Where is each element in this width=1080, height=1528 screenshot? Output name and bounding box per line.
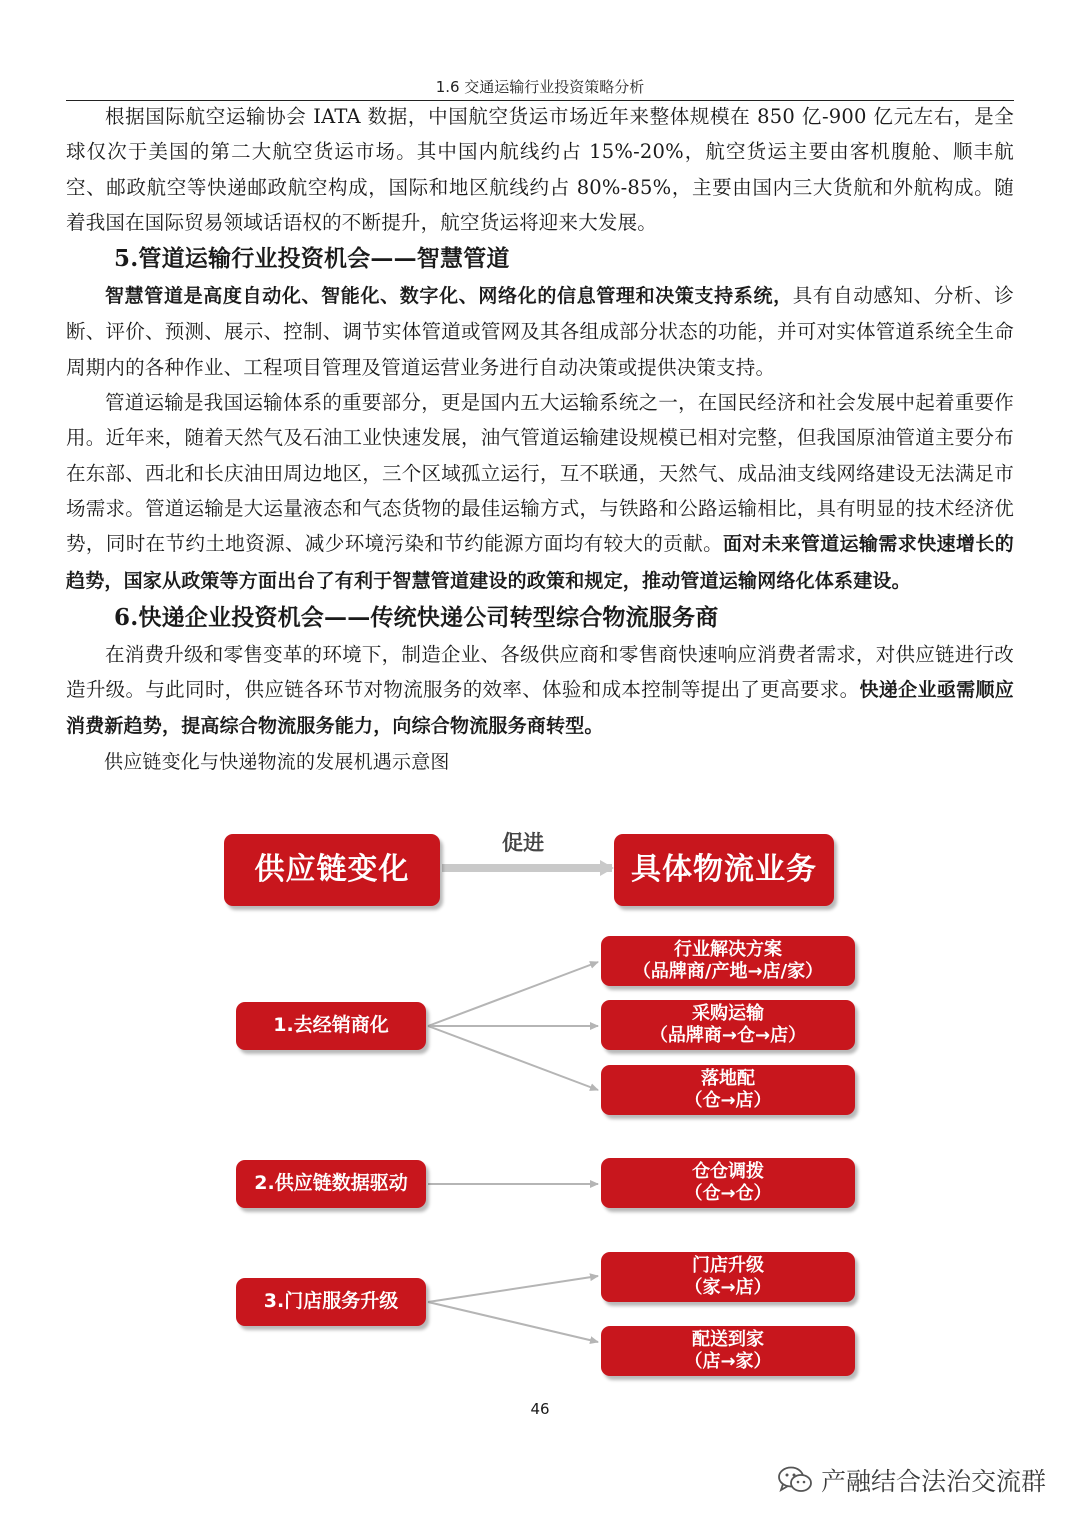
logistics-business-box — [614, 834, 834, 906]
page-header: 1.6 交通运输行业投资策略分析 — [435, 78, 645, 96]
industry-solution-box — [601, 936, 855, 986]
section-heading-6: 6.快递企业投资机会——传统快递公司转型综合物流服务商 — [114, 603, 719, 631]
document-body — [66, 99, 1014, 779]
de-distribution-box — [236, 1002, 426, 1050]
box-label-line1: 仓仓调拨 — [692, 1161, 764, 1183]
box-label-line2: （品牌商→仓→店） — [649, 1025, 807, 1046]
paragraph-air-cargo: 根据国际航空运输协会 IATA 数据，中国航空货运市场近年来整体规模在 850 亿-900 亿元左右，是全球仅次于美国的第二大航空货运市场。其中国内航线约占 15%-20%，航空货运主要由客机腹舱、顺丰航空、邮政航空等快递邮政航空构成，国际和地区航线约占 80%-85%，主要由国内三大货航和外航构成。随着我国在国际贸易领域话语权的不断提升，航空货运将迎来大发展。 — [66, 105, 1014, 234]
box-label-line2: （品牌商/产地→店/家） — [632, 961, 824, 982]
box-label-line1: 采购运输 — [692, 1003, 764, 1025]
arrow-1-c — [428, 1026, 598, 1090]
box-label-line2: （家→店） — [684, 1277, 772, 1298]
home-delivery-box — [601, 1326, 855, 1376]
box-label: 2.供应链数据驱动 — [254, 1172, 408, 1195]
paragraph-smart-pipeline — [66, 278, 1014, 385]
supply-chain-change-box — [224, 834, 440, 906]
section-heading-5: 5.管道运输行业投资机会——智慧管道 — [114, 245, 510, 273]
bold-text: 智慧管道是高度自动化、智能化、数字化、网络化的信息管理和决策支持系统， — [105, 285, 793, 308]
normal-text: 管道运输是我国运输体系的重要部分，更是国内五大运输系统之一，在国民经济和社会发展中起着重要作用。近年来，随着天然气及石油工业快速发展，油气管道运输建设规模已相对完整，但我国原油管道主要分布在东部、西北和长庆油田周边地区，三个区域孤立运行，互不联通，天然气、成品油支线网络建设无法满足市场需求。管道运输是大运量液态和气态货物的最佳运输方式，与铁路和公路运输相比，具有明显的技术经济优势，同时在节约土地资源、减少环境污染和节约能源方面均有较大的贡献。 — [66, 391, 1014, 556]
arrow-1-a — [428, 962, 598, 1026]
last-mile-box — [601, 1065, 855, 1115]
box-label-line2: （店→家） — [684, 1351, 772, 1372]
box-label: 供应链变化 — [254, 851, 410, 887]
watermark-text: 产融结合法治交流群 — [820, 1467, 1046, 1496]
page-number: 46 — [530, 1400, 550, 1418]
paragraph-pipeline-transport — [66, 385, 1014, 599]
box-label: 具体物流业务 — [631, 851, 817, 887]
box-label-line1: 门店升级 — [692, 1255, 764, 1277]
box-label-line1: 配送到家 — [692, 1329, 764, 1351]
figure-caption: 供应链变化与快递物流的发展机遇示意图 — [104, 750, 450, 773]
arrow-3-a — [428, 1276, 598, 1302]
store-upgrade-result-box — [601, 1252, 855, 1302]
box-label-line2: （仓→仓） — [684, 1183, 772, 1204]
arrow-3-b — [428, 1302, 598, 1342]
box-label-line1: 行业解决方案 — [674, 939, 782, 961]
normal-text: 具有自动感知、分析、诊断、评价、预测、展示、控制、调节实体管道或管网及其各组成部分状态的功能，并可对实体管道系统全生命周期内的各种作业、工程项目管理及管道运营业务进行自动决策或提供决策支持。 — [66, 284, 1014, 379]
bold-text: 面对未来管道运输需求快速增长的趋势，国家从政策等方面出台了有利于智慧管道建设的政策和规定，推动管道运输网络化体系建设。 — [66, 533, 1014, 592]
promote-label: 促进 — [502, 831, 544, 855]
warehouse-transfer-box — [601, 1158, 855, 1208]
wechat-icon — [777, 1465, 813, 1495]
paragraph-express — [66, 637, 1014, 745]
bold-text: 快递企业亟需顺应消费新趋势，提高综合物流服务能力，向综合物流服务商转型。 — [66, 679, 1014, 738]
box-label-line1: 落地配 — [701, 1068, 755, 1090]
box-label: 3.门店服务升级 — [263, 1290, 399, 1313]
supply-chain-diagram — [210, 822, 870, 1390]
data-driven-box — [236, 1160, 426, 1208]
box-label: 1.去经销商化 — [273, 1014, 389, 1037]
wechat-watermark — [777, 1462, 1046, 1498]
procurement-transport-box — [601, 1000, 855, 1050]
store-upgrade-box — [236, 1278, 426, 1326]
box-label-line2: （仓→店） — [684, 1090, 772, 1111]
normal-text: 在消费升级和零售变革的环境下，制造企业、各级供应商和零售商快速响应消费者需求，对供应链进行改造升级。与此同时，供应链各环节对物流服务的效率、体验和成本控制等提出了更高要求。 — [66, 642, 1014, 702]
